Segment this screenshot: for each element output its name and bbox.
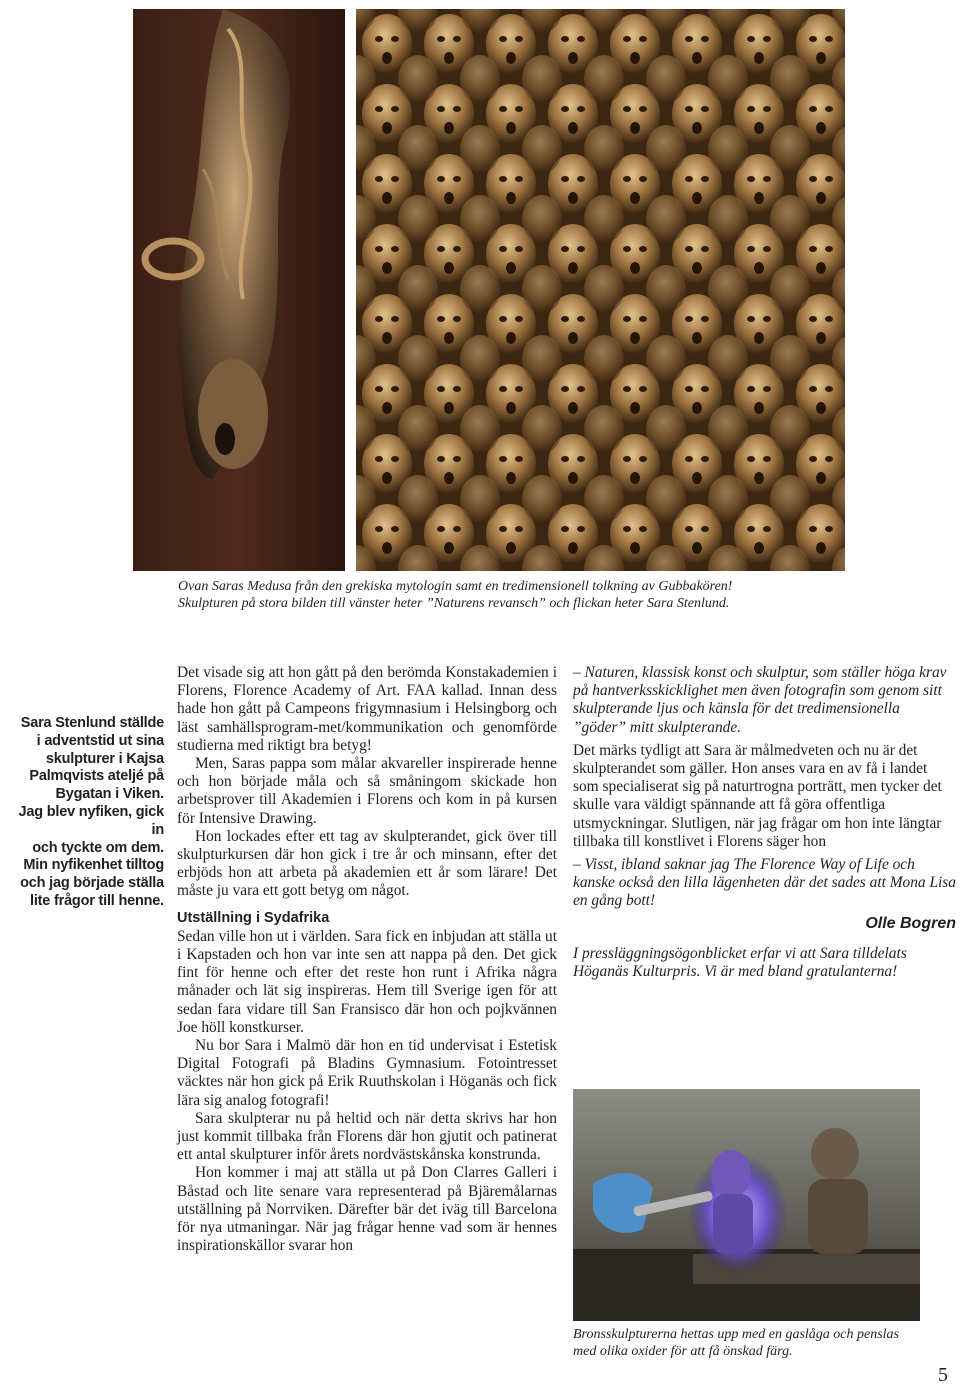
page-number: 5 <box>938 1364 948 1386</box>
press-note: I pressläggningsögonblicket erfar vi att Sara tilldelats Höganäs Kulturpris. Vi är med bland gratulanterna! <box>573 944 907 981</box>
lead-line: och tyckte om dem. <box>32 839 164 856</box>
medusa-sculpture-image <box>133 9 345 571</box>
lead-line: Palmqvists ateljé på <box>29 768 164 785</box>
lead-line: Bygatan i Viken. <box>55 786 164 803</box>
bottom-photo-caption: Bronsskulpturerna hettas upp med en gaslåga och penslas med olika oxider för att få önskad färg. <box>573 1327 899 1359</box>
medusa-photo <box>133 9 345 571</box>
paragraph: Det märks tydligt att Sara är målmedveten och nu är det skulpterandet som gäller. Hon anses vara en av få i landet som specialiserat sig på naturtrogna porträtt, men tycker det skulle vara väldigt spännande att få göra offentliga utsmyckningar. Slutligen, när jag frågar om hon inte längtar tillbaka till konstlivet i Florens säger hon <box>573 741 942 850</box>
bronze-work-photo <box>573 1089 920 1321</box>
caption-line-2: Skulpturen på stora bilden till vänster heter ”Naturens revansch” och flickan heter Sara Stenlund. <box>178 596 730 611</box>
lead-line: Sara Stenlund ställde <box>20 715 164 731</box>
lead-line: och jag började ställa <box>20 875 164 892</box>
lead-line: lite frågor till henne. <box>30 892 164 909</box>
lead-line: i adventstid ut sina <box>36 732 164 749</box>
paragraph: Men, Saras pappa som målar akvareller inspirerade henne och hon började måla och så småningom skickade hon arbetsprover till Akademien i Florens och kom in på kursen för Intensive Drawing. <box>177 755 557 827</box>
quote-paragraph: – Naturen, klassisk konst och skulptur, som ställer höga krav på hantverksskicklighet men även fotografin som genom sitt skulpterande ljus och känsla för det tredimensionella ”göder” mitt skulpterande. <box>573 664 947 736</box>
bronze-sculptures-image <box>573 1089 920 1321</box>
paragraph: Sara skulpterar nu på heltid och när detta skrivs har hon just kommit tillbaka från Florens där hon gjutit och patinerat ett antal skulpturer inför årets nordvästskånska konstrunda. <box>177 1109 557 1164</box>
quote-paragraph: – Visst, ibland saknar jag The Florence Way of Life och kanske också den lilla lägenheten där det sades att Mona Lisa en gång bott! <box>573 856 956 910</box>
top-photo-caption <box>178 578 878 612</box>
paragraph: Sedan ville hon ut i världen. Sara fick en inbjudan att ställa ut i Kapstaden och hon var inte sen att nappa på den. Det gick fint för henne och efter det reste hon runt i Afrika några månader och lät sig inspireras. Hem till Sverige igen för att sedan fara vidare till San Fransisco där hon och pojkvännen Joe höll konstkurser. <box>177 927 557 1036</box>
article-column-right <box>573 664 956 981</box>
gubbakoren-photo <box>356 9 845 571</box>
section-subheading: Utställning i Sydafrika <box>177 909 330 926</box>
article-column-middle <box>177 664 557 1256</box>
lead-line: Min nyfikenhet tilltog <box>23 857 164 874</box>
paragraph: Det visade sig att hon gått på den berömda Konstakademien i Florens, Florence Academy of Art. FAA kallad. Innan dess hade hon gått på Campeons frigymnasium i Helsingborg och läst samhällsprogram-met/kommunikation och genomförde studierna med riktigt bra betyg! <box>177 664 557 754</box>
caption-line-1: Ovan Saras Medusa från den grekiska mytologin samt en tredimensionell tolkning av Gubbakören! <box>178 579 733 594</box>
lead-line: skulpturer i Kajsa <box>45 750 164 767</box>
lead-line: Jag blev nyfiken, gick in <box>18 803 164 838</box>
author-byline: Olle Bogren <box>865 914 956 932</box>
paragraph: Nu bor Sara i Malmö där hon en tid undervisat i Estetisk Digital Fotografi på Bladins Gymnasium. Fotointresset väcktes när hon gick på Erik Ruuthskolan i Höganäs och fick lära sig analog fotografi! <box>177 1037 557 1109</box>
paragraph: Hon lockades efter ett tag av skulpterandet, gick över till skulpturkursen där hon gick i tre år och minsann, efter det erbjöds hon att arbeta på akademien ett år som lärare! Det måste ju vara ett gott betyg om något. <box>177 827 557 900</box>
lead-paragraph <box>4 715 164 911</box>
paragraph: Hon kommer i maj att ställa ut på Don Clarres Galleri i Båstad och lite senare vara representerad på Bjäremålarnas utställning på Norrviken. Därefter bär det iväg till Barcelona för nya utmaningar. När jag frågar henne vad som är hennes inspirationskällor svarar hon <box>177 1164 557 1255</box>
gubbakoren-sculpture-image <box>356 9 845 571</box>
